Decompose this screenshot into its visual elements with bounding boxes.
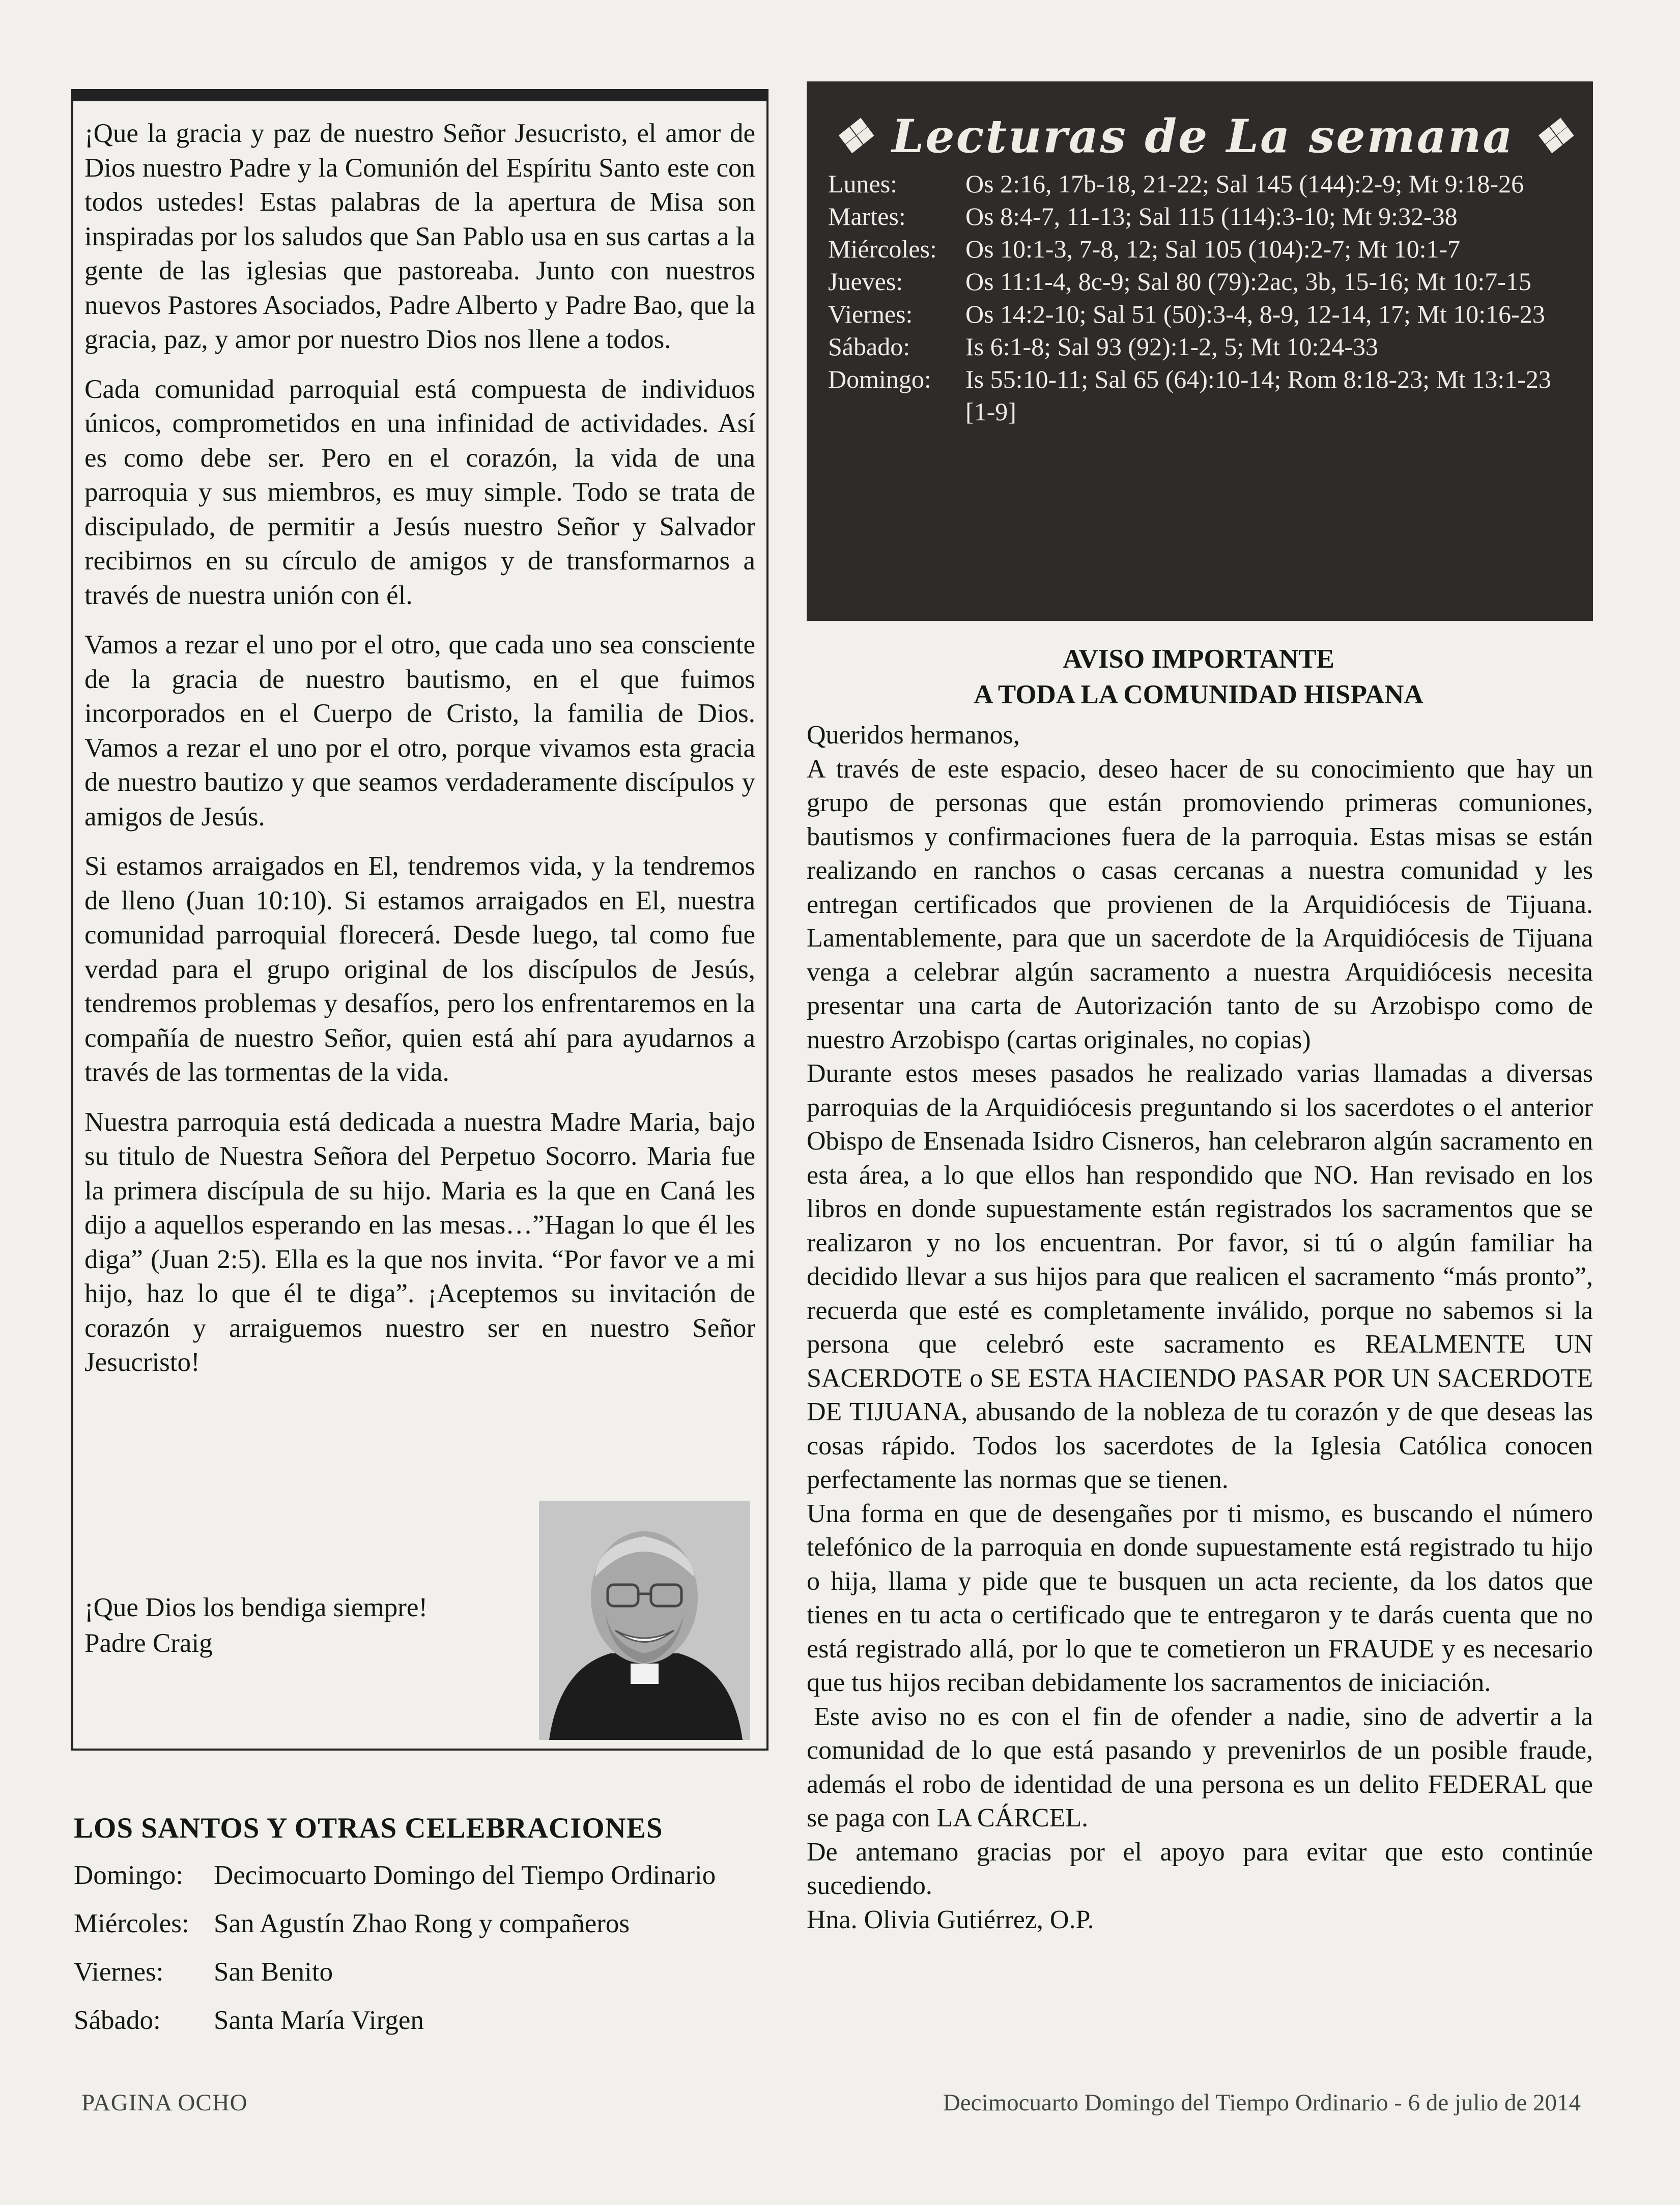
notice-heading: AVISO IMPORTANTE [1063,644,1334,674]
notice-paragraph: Este aviso no es con el fin de ofender a nadie, sino de advertir a la comunidad de lo que está pasando y prevenirlos de un posible fraude, además el robo de identidad de una persona es un delito FEDERAL que se paga con LA CÁRCEL. [807,1702,1593,1832]
readings-title: ❖ Lecturas de La semana ❖ [832,109,1574,163]
reading-row [828,265,1578,298]
reading-day: Miércoles: [828,235,937,263]
letter-paragraph: Vamos a rezar el uno por el otro, que cada uno sea consciente de la gracia de nuestro bautismo, en el que fuimos incorporados en el Cuerpo de Cristo, la familia de Dios. Vamos a rezar el uno por el otro, porque vivamos esta gracia de nuestro bautizo y que seamos verdaderamente discípulos y amigos de Jesús. [84,630,755,832]
reading-refs: Os 2:16, 17b-18, 21-22; Sal 145 (144):2-9; Mt 9:18-26 [965,169,1524,198]
letter-paragraph: Nuestra parroquia está dedicada a nuestra Madre Maria, bajo su titulo de Nuestra Señora del Perpetuo Socorro. Maria fue la primera discípula de su hijo. Maria es la que en Caná les dijo a aquellos esperando en las mesas…”Hagan lo que él les diga” (Juan 2:5). Ella es la que nos invita. “Por favor ve a mi hijo, haz lo que él te diga”. ¡Aceptemos su invitación de corazón y arraiguemos nuestro ser en nuestro Señor Jesucristo! [84,1107,755,1377]
reading-refs: Os 11:1-4, 8c-9; Sal 80 (79):2ac, 3b, 15-16; Mt 10:7-15 [965,267,1531,296]
footer-page-label: PAGINA OCHO [81,2089,248,2116]
weekly-readings-box [807,81,1593,621]
notice-signature: Hna. Olivia Gutiérrez, O.P. [807,1905,1094,1934]
reading-refs: Os 14:2-10; Sal 51 (50):3-4, 8-9, 12-14, 17; Mt 10:16-23 [965,300,1545,328]
priest-portrait-image [539,1501,750,1740]
notice-paragraph: A través de este espacio, deseo hacer de su conocimiento que hay un grupo de personas que están promoviendo primeras comuniones, bautismos y confirmaciones fuera de la parroquia. Estas misas se están realizando en ranchos o casas cercanas a nuestra comunidad y les entregan certificados que provienen de la Arquidiócesis de Tijuana. Lamentablemente, para que un sacerdote de la Arquidiócesis de Tijuana venga a celebrar algún sacramento a nuestra Arquidiócesis necesita presentar una carta de Autorización tanto de su Arzobispo como de nuestro Arzobispo (cartas originales, no copias) [807,754,1593,1054]
pastor-letter-box [71,89,768,1751]
saint-row [74,1908,630,1939]
notice-body [807,719,1593,1937]
notice-subheading: A TODA LA COMUNIDAD HISPANA [974,680,1423,709]
saint-day: Viernes: [74,1957,164,1987]
reading-refs: Is 6:1-8; Sal 93 (92):1-2, 5; Mt 10:24-33 [965,332,1379,361]
reading-row [828,363,1578,428]
saint-name: Santa María Virgen [214,2006,424,2035]
notice-greeting: Queridos hermanos, [807,721,1020,750]
notice-paragraph: De antemano gracias por el apoyo para evitar que esto continúe sucediendo. [807,1837,1593,1900]
reading-day: Lunes: [828,169,898,198]
reading-row [828,233,1578,265]
reading-day: Sábado: [828,332,910,361]
reading-row [828,330,1578,363]
letter-paragraph: ¡Que la gracia y paz de nuestro Señor Jesucristo, el amor de Dios nuestro Padre y la Comunión del Espíritu Santo este con todos ustedes! Estas palabras de la apertura de Misa son inspiradas por los saludos que San Pablo usa en sus cartas a la gente de las iglesias que pastoreaba. Junto con nuestros nuevos Pastores Asociados, Padre Alberto y Padre Bao, que la gracia, paz, y amor por nuestro Dios nos llene a todos. [84,119,755,354]
saint-day: Miércoles: [74,1909,189,1938]
reading-row [828,200,1578,233]
saint-row [74,2005,424,2036]
saint-row [74,1957,333,1987]
reading-day: Domingo: [828,365,931,393]
saint-name: Decimocuarto Domingo del Tiempo Ordinario [214,1860,716,1890]
reading-row [828,167,1578,200]
reading-refs: Os 8:4-7, 11-13; Sal 115 (114):3-10; Mt 9:32-38 [965,202,1458,231]
letter-signature: Padre Craig [84,1628,213,1658]
saint-day: Sábado: [74,2006,161,2035]
reading-row [828,298,1578,330]
priest-photo [539,1501,750,1740]
letter-paragraph: Cada comunidad parroquial está compuesta de individuos únicos, comprometidos en una infinidad de actividades. Así es como debe ser. Pero en el corazón, la vida de una parroquia y sus miembros, es muy simple. Todo se trata de discipulado, de permitir a Jesús nuestro Señor y Salvador recibirnos en su círculo de amigos y de transformarnos a través de nuestra unión con él. [84,374,755,610]
notice-paragraph: Una forma en que de desengañes por ti mismo, es buscando el número telefónico de la parroquia en donde supuestamente está registrado tu hijo o hija, llama y pide que te busquen un acta reciente, da los datos que tienes en tu acta o certificado que te entregaron y te darás cuenta que no está registrado allá, por lo que te cometieron un FRAUDE y es necesario que tus hijos reciban debidamente los sacramentos de iniciación. [807,1499,1593,1697]
reading-refs: Is 55:10-11; Sal 65 (64):10-14; Rom 8:18-23; Mt 13:1-23 [1-9] [965,365,1551,426]
closing-blessing: ¡Que Dios los bendiga siempre! [84,1593,428,1622]
saints-title: LOS SANTOS Y OTRAS CELEBRACIONES [74,1812,663,1844]
notice-paragraph: Durante estos meses pasados he realizado varias llamadas a diversas parroquias de la Arquidiócesis preguntando si los sacerdotes o el anterior Obispo de Ensenada Isidro Cisneros, han celebraron algún sacramento en esta área, a lo que ellos han respondido que NO. Han revisado en los libros en donde supuestamente están registrados los sacramentos que se realizaron y no los encuentran. Por favor, si tú o algún familiar ha decidido llevar a sus hijos para que realicen el sacramento “más pronto”, recuerda que esté es completamente inválido, porque no sabemos si la persona que celebró este sacramento es REALMENTE UN SACERDOTE o SE ESTA HACIENDO PASAR POR UN SACERDOTE DE TIJUANA, abusando de la nobleza de tu corazón y de que deseas las cosas rápido. Todos los sacerdotes de la Iglesia Católica conocen perfectamente las normas que se tienen. [807,1059,1593,1494]
reading-day: Viernes: [828,300,913,328]
saint-row [74,1860,716,1891]
footer-date-label: Decimocuarto Domingo del Tiempo Ordinario - 6 de julio de 2014 [943,2089,1581,2116]
saint-name: San Agustín Zhao Rong y compañeros [214,1909,630,1938]
reading-day: Jueves: [828,267,903,296]
saint-name: San Benito [214,1957,333,1987]
reading-day: Martes: [828,202,906,231]
reading-refs: Os 10:1-3, 7-8, 12; Sal 105 (104):2-7; Mt 10:1-7 [965,235,1461,263]
saint-day: Domingo: [74,1860,183,1890]
letter-paragraph: Si estamos arraigados en El, tendremos vida, y la tendremos de lleno (Juan 10:10). Si estamos arraigados en El, nuestra comunidad parroquial florecerá. Desde luego, tal como fue verdad para el grupo original de los discípulos de Jesús, tendremos problemas y desafíos, pero los enfrentaremos en la compañía de nuestro Señor, quien está ahí para ayudarnos a través de las tormentas de la vida. [84,851,755,1087]
